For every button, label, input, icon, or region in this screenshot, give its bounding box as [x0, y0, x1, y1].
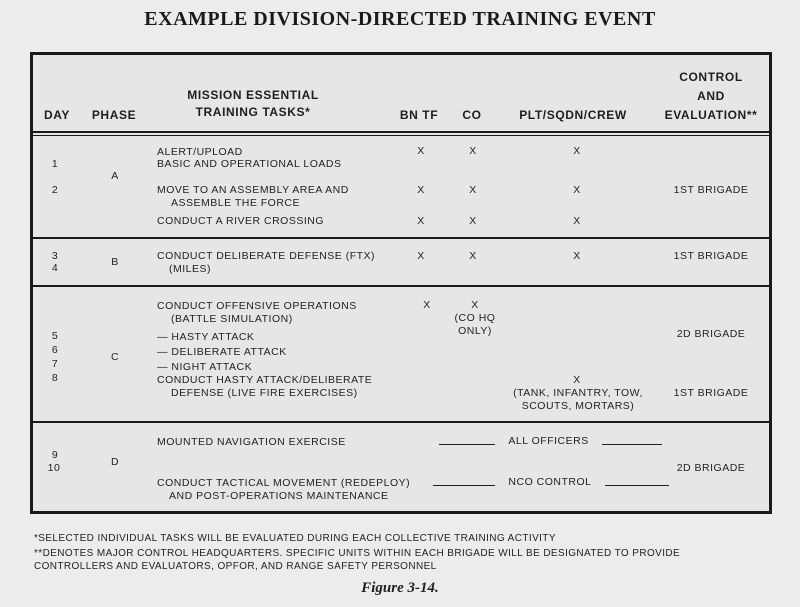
- header-day: DAY: [43, 108, 71, 122]
- divider-header-double: [33, 135, 769, 136]
- header-control-line3: EVALUATION**: [664, 108, 758, 122]
- phase-c-mark-plt: X: [573, 374, 581, 386]
- divider-header: [33, 131, 769, 133]
- span-line: [602, 443, 662, 445]
- phase-a-mark-bn-2: X: [417, 184, 425, 196]
- phase-a-mark-plt-3: X: [573, 215, 581, 227]
- phase-c-phase: C: [110, 351, 120, 363]
- phase-d-task-navigation: MOUNTED NAVIGATION EXERCISE: [157, 436, 346, 448]
- phase-d-phase: D: [110, 456, 120, 468]
- phase-b-phase: B: [111, 256, 119, 268]
- phase-c-mark-co: X: [471, 299, 479, 311]
- header-tasks-line1: MISSION ESSENTIAL: [187, 88, 319, 102]
- footnote-2-line1: **DENOTES MAJOR CONTROL HEADQUARTERS. SPECIFIC UNITS WITHIN EACH BRIGADE WILL BE DESIGNATED TO PROVIDE: [34, 548, 681, 559]
- phase-a-mark-bn-3: X: [417, 215, 425, 227]
- phase-a-day-2: 2: [51, 184, 59, 196]
- header-co: CO: [462, 108, 482, 122]
- span-line: [439, 443, 495, 445]
- phase-c-task-offensive-2: (BATTLE SIMULATION): [171, 313, 293, 325]
- phase-b-task-defense-1: CONDUCT DELIBERATE DEFENSE (FTX): [157, 250, 376, 262]
- phase-a-phase: A: [111, 170, 119, 182]
- phase-b-task-defense-2: (MILES): [169, 263, 212, 275]
- phase-c-task-live-fire-2: DEFENSE (LIVE FIRE EXERCISES): [171, 387, 358, 399]
- phase-c-task-live-fire-1: CONDUCT HASTY ATTACK/DELIBERATE: [157, 374, 373, 386]
- phase-c-mark-bn: X: [423, 299, 431, 311]
- phase-a-control: 1ST BRIGADE: [673, 184, 749, 196]
- footnote-2-line2: CONTROLLERS AND EVALUATORS, OPFOR, AND RANGE SAFETY PERSONNEL: [34, 561, 437, 572]
- phase-c-day-8: 8: [51, 372, 59, 384]
- phase-d-day-10: 10: [47, 462, 61, 474]
- phase-d-task-movement-1: CONDUCT TACTICAL MOVEMENT (REDEPLOY): [157, 477, 411, 489]
- phase-c-day-7: 7: [51, 358, 59, 370]
- training-event-table: [30, 52, 772, 514]
- span-nco-label: NCO CONTROL: [508, 476, 592, 488]
- phase-b-day-4: 4: [51, 262, 59, 274]
- phase-a-day-1: 1: [51, 158, 59, 170]
- phase-c-co-note-1: (CO HQ: [454, 312, 496, 324]
- phase-c-day-5: 5: [51, 330, 59, 342]
- divider-c-d: [33, 421, 769, 423]
- header-bn-tf: BN TF: [399, 108, 439, 122]
- phase-b-control: 1ST BRIGADE: [673, 250, 749, 262]
- phase-c-plt-note-1: (TANK, INFANTRY, TOW,: [513, 387, 643, 399]
- phase-b-mark-co: X: [469, 250, 477, 262]
- footnote-1: *SELECTED INDIVIDUAL TASKS WILL BE EVALUATED DURING EACH COLLECTIVE TRAINING ACTIVITY: [34, 533, 556, 544]
- header-tasks-line2: TRAINING TASKS*: [195, 105, 311, 119]
- header-control-line1: CONTROL: [679, 70, 743, 84]
- phase-b-mark-bn: X: [417, 250, 425, 262]
- phase-a-mark-plt-1: X: [573, 145, 581, 157]
- phase-b-mark-plt: X: [573, 250, 581, 262]
- phase-d-control: 2D BRIGADE: [676, 462, 746, 474]
- phase-d-span-nco: [433, 475, 669, 489]
- phase-c-task-night: — NIGHT ATTACK: [157, 361, 253, 373]
- phase-a-mark-bn-1: X: [417, 145, 425, 157]
- phase-c-co-note-2: ONLY): [458, 325, 492, 337]
- phase-c-control-1: 2D BRIGADE: [676, 328, 746, 340]
- phase-a-task-loads: BASIC AND OPERATIONAL LOADS: [157, 158, 342, 170]
- phase-a-task-alert-upload: ALERT/UPLOAD: [157, 146, 243, 158]
- figure-caption: Figure 3-14.: [361, 580, 439, 596]
- divider-a-b: [33, 237, 769, 239]
- phase-c-plt-note-2: SCOUTS, MORTARS): [521, 400, 635, 412]
- phase-a-mark-plt-2: X: [573, 184, 581, 196]
- phase-a-task-river: CONDUCT A RIVER CROSSING: [157, 215, 324, 227]
- phase-b-day-3: 3: [51, 250, 59, 262]
- phase-c-task-offensive-1: CONDUCT OFFENSIVE OPERATIONS: [157, 300, 357, 312]
- phase-a-task-assembly-2: ASSEMBLE THE FORCE: [171, 197, 301, 209]
- phase-a-mark-co-3: X: [469, 215, 477, 227]
- divider-b-c: [33, 285, 769, 287]
- phase-d-day-9: 9: [51, 449, 59, 461]
- phase-c-control-2: 1ST BRIGADE: [673, 387, 749, 399]
- phase-a-mark-co-1: X: [469, 145, 477, 157]
- phase-d-task-movement-2: AND POST-OPERATIONS MAINTENANCE: [169, 490, 389, 502]
- span-line: [605, 484, 669, 486]
- span-line: [433, 484, 495, 486]
- phase-d-span-officers: [439, 434, 662, 448]
- phase-c-task-deliberate: — DELIBERATE ATTACK: [157, 346, 287, 358]
- phase-a-mark-co-2: X: [469, 184, 477, 196]
- phase-a-task-assembly-1: MOVE TO AN ASSEMBLY AREA AND: [157, 184, 349, 196]
- phase-c-day-6: 6: [51, 344, 59, 356]
- document-title: EXAMPLE DIVISION-DIRECTED TRAINING EVENT: [144, 8, 656, 30]
- header-plt-sqdn-crew: PLT/SQDN/CREW: [519, 108, 627, 122]
- span-officers-label: ALL OFFICERS: [508, 435, 589, 447]
- header-phase: PHASE: [91, 108, 137, 122]
- header-control-line2: AND: [697, 89, 725, 103]
- phase-c-task-hasty: — HASTY ATTACK: [157, 331, 255, 343]
